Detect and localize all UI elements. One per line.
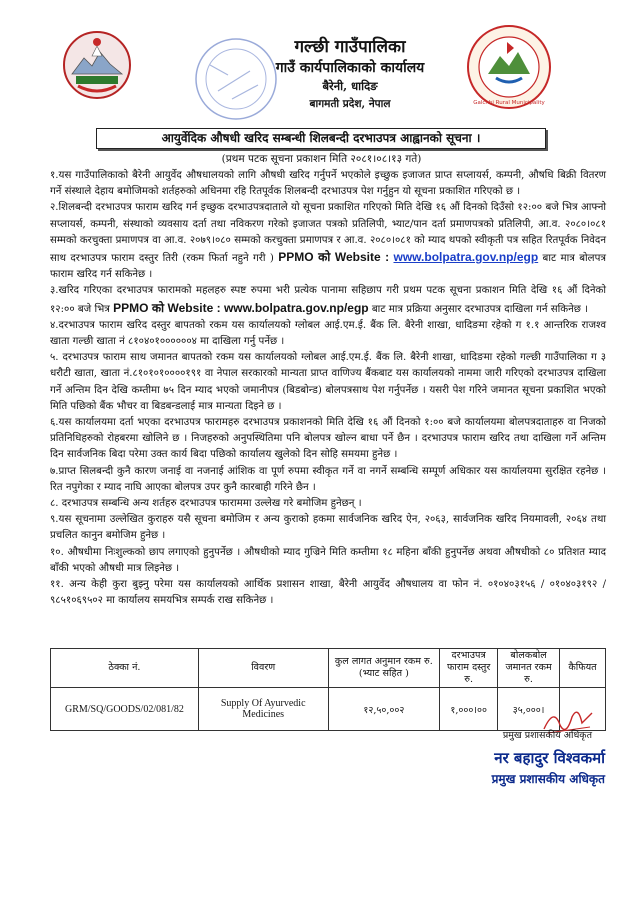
clause-1: १.यस गाउँपालिकाको बैरेनी आयुर्वेद औषधालयको लागि औषधी खरिद गर्नुपर्ने भएकोले इच्छुक इजाजत प्राप्त सप्लायर्स, कम्पनी, औषधि बिक्री वितरण गर्ने संस्थाले देहाय बमोजिमको शर्तहरुको अधिनमा रहि रितपूर्वक शिलबन्दी दरभाउपत्र पेश गर्नुहुन यो सूचना प्रकाशित गरिएको छ । <box>50 170 606 198</box>
svg-text:Galchhi Rural Municipality: Galchhi Rural Municipality <box>473 100 545 106</box>
notice-body <box>50 168 606 609</box>
clause-5: ५. दरभाउपत्र फाराम साथ जमानत बापतको रकम यस कार्यालयको ग्लोबल आई.एम.ई. बैंक लि. बैरेनी शाखा, धादिङमा रहेको गल्छी गाउँपालिका ग ३ धरौटी खाता, खाता नं.८१०१०१००००१९१ वा नेपाल सरकारको मान्यता प्राप्त वाणिज्य बैंकबाट यस कार्यालयको नाममा जारी गरिएको दरभाउपत्र दाखिला गर्ने अन्तिम दिन देखि कम्तीमा ७५ दिन म्याद भएको जमानीपत्र (बिडबोन्ड) बोलपत्रसाथ पेश गर्नुपर्नेछ । यसरी पेश गरिने जमानत सूचना प्रकाशित भएको मिति पछिको बैंक भौचर वा बिडबन्डलाई मात्र मान्यता दिइने छ । <box>50 352 606 412</box>
notice-title: आयुर्वेदिक औषधी खरिद सम्बन्धी शिलबन्दी दरभाउपत्र आह्वानको सूचना । <box>96 128 546 149</box>
col-bid-security: बोलकबोल जमानत रकम रु. <box>498 649 560 688</box>
office-name: गाउँ कार्यपालिकाको कार्यालय <box>275 60 425 76</box>
clause-7: ७.प्राप्त सिलबन्दी कुनै कारण जनाई वा नजनाई आंशिक वा पूर्ण रुपमा स्वीकृत गर्ने वा नगर्ने सम्बन्धि सम्पूर्ण अधिकार यस कार्यालयमा सुरक्षित रहनेछ । रित नपुगेका र म्याद नाघि आएका बोलपत्र उपर कुनै कारबाही गरिने छैन । <box>50 465 606 493</box>
clause-4: ४.दरभाउपत्र फाराम खरिद दस्तुर बापतको रकम यस कार्यालयको ग्लोबल आई.एम.ई. बैंक लि. बैरेनी शाखा, धादिङमा रहेको ग १.१ आन्तरिक राजश्व खाता गल्छी खाता नं ८१०४०१००००००४ मा दाखिला गर्नु पर्नेछ । <box>50 319 606 348</box>
clause-6: ६.यस कार्यालयमा दर्ता भएका दरभाउपत्र फारामहरु दरभाउपत्र प्रकाशनको मिति देखि १६ औं दिनको १:०० बजे कार्यालयमा बोलपत्रदाताहरु वा निजको प्रतिनिधिहरुको रोहबरमा खोलिने छ । निजहरुको अनुपस्थितिमा पनि बोलपत्र खोल्न बाधा पर्ने छैन । दरभाउपत्र फाराम खरिद तथा दाखिला गर्ने अन्तिम दिन सार्वजनिक बिदा परेमा उक्त कार्य बिदा पछिको कार्यालय खुलेको दिन सोहि समयमा हुनेछ । <box>50 417 606 461</box>
office-location: बैरेनी, धादिङ <box>322 79 378 93</box>
cell-contract-no: GRM/SQ/GOODS/02/081/82 <box>51 688 199 731</box>
signatory-title: प्रमुख प्रशासकीय अधिकृत <box>491 772 605 786</box>
nepal-emblem-icon <box>62 30 132 100</box>
cell-description: Supply Of Ayurvedic Medicines <box>198 688 328 731</box>
col-contract-no: ठेक्का नं. <box>51 649 199 688</box>
signatory-label: प्रमुख प्रशासकीय अधिकृत <box>502 730 592 741</box>
cell-estimate: १२,५०,००२ <box>328 688 440 731</box>
clause-9: ९.यस सूचनामा उल्लेखित कुराहरु यसै सूचना बमोजिम र अन्य कुराको हकमा सार्वजनिक खरिद ऐन, २०६३, सार्वजनिक खरिद नियमावली, २०६४ तथा प्रचलित कानुन बमोजिम हुनेछ । <box>50 514 607 542</box>
col-description: विवरण <box>198 649 328 688</box>
cell-bid-security: ३५,०००। <box>498 688 560 731</box>
tender-table <box>50 648 606 731</box>
cell-form-fee: १,०००।०० <box>440 688 498 731</box>
table-header-row <box>51 649 606 688</box>
clause-3-end: बाट मात्र प्रक्रिया अनुसार दरभाउपत्र दाखिला गर्न सकिनेछ । <box>371 303 588 315</box>
clause-3-text: ३.खरिद गरिएका दरभाउपत्र फारामको महलहरु स्पष्ट रुपमा भरी प्रत्येक पानामा सहिछाप गरी प्रथम पटक सूचना प्रकाशन मिति देखि १६ औं दिनेको १२:०० बजे भित्र <box>50 285 606 315</box>
province-line: बागमती प्रदेश, नेपाल <box>309 98 391 110</box>
municipality-name: गल्छी गाउँपालिका <box>294 37 406 57</box>
bolpatra-link[interactable]: www.bolpatra.gov.np/egp <box>393 250 539 265</box>
clause-3 <box>50 283 606 317</box>
clause-10: १०. औषधीमा निःशुल्कको छाप लगाएको हुनुपर्नेछ । औषधीको म्याद गुज्रिने मिति कम्तीमा १८ महिना बाँकी हुनुपर्नेछ अथवा औषधीको ८० प्रतिशत म्याद बाँकी भएको औषधी मात्र लिइनेछ । <box>50 546 606 574</box>
ppmo-website-text: PPMO को Website : www.bolpatra.gov.np/egp <box>113 300 369 315</box>
col-form-fee: दरभाउपत्र फाराम दस्तुर रु. <box>440 649 498 688</box>
ppmo-website-label: PPMO को Website : <box>278 250 390 265</box>
clause-11: ११. अन्य केही कुरा बुझ्नु परेमा यस कार्यालयको आर्थिक प्रशासन शाखा, बैरेनी आयुर्वेद औषधालय वा फोन नं. ०१०४०३१५६ / ०१०४०३१९२ / ९८५१०६९५०२ मा कार्यालय समयभित्र सम्पर्क राख सकिनेछ । <box>50 579 606 607</box>
col-remarks: कैफियत <box>560 649 606 688</box>
col-estimate: कुल लागत अनुमान रकम रु.(भ्याट सहित ) <box>328 649 440 688</box>
clause-2-text: २.शिलबन्दी दरभाउपत्र फाराम खरिद गर्न इच्छुक दरभाउपत्रदाताले यो सूचना प्रकाशित गरिएको मिति देखि १६ औं दिनको दिउँसो १२:०० बजे भित्र आफ्नो सप्लायर्स, कम्पनी, संस्थाको व्यवसाय दर्ता तथा नविकरण गरेको इजाजत पत्रको प्रतिलिपी, भ्याट/पान दर्ता प्रमाणपत्रको प्रतिलिपी, आ.व. २०८०।०८१ सम्मको करचुक्ता प्रमाणपत्र वा आ.व. २०७९।०८० सम्मको करचुक्ता प्रमाणपत्र र आ.व. २०८०।०८१ को म्याद थपको स्वीकृती पत्र सहित रितपूर्वक निवेदन साथ दरभाउपत्र फाराम दस्तुर तिरी (रकम फिर्ता नहुने गरी ) <box>50 202 606 265</box>
municipality-logo-icon <box>466 24 552 110</box>
clause-2-end: बाट मात्र बोलपत्र फाराम खरिद गर्न सकिनेछ । <box>50 253 606 281</box>
clause-8: ८. दरभाउपत्र सम्बन्धि अन्य शर्तहरु दरभाउपत्र फाराममा उल्लेख गरे बमोजिम हुनेछन् । <box>50 498 362 510</box>
publication-date: (प्रथम पटक सूचना प्रकाशन मिति २०८१।०८।१३ गते) <box>221 153 422 165</box>
signatory-name: नर बहादुर विश्वकर्मा <box>494 749 605 767</box>
clause-2 <box>50 200 606 283</box>
table-row <box>51 688 606 731</box>
